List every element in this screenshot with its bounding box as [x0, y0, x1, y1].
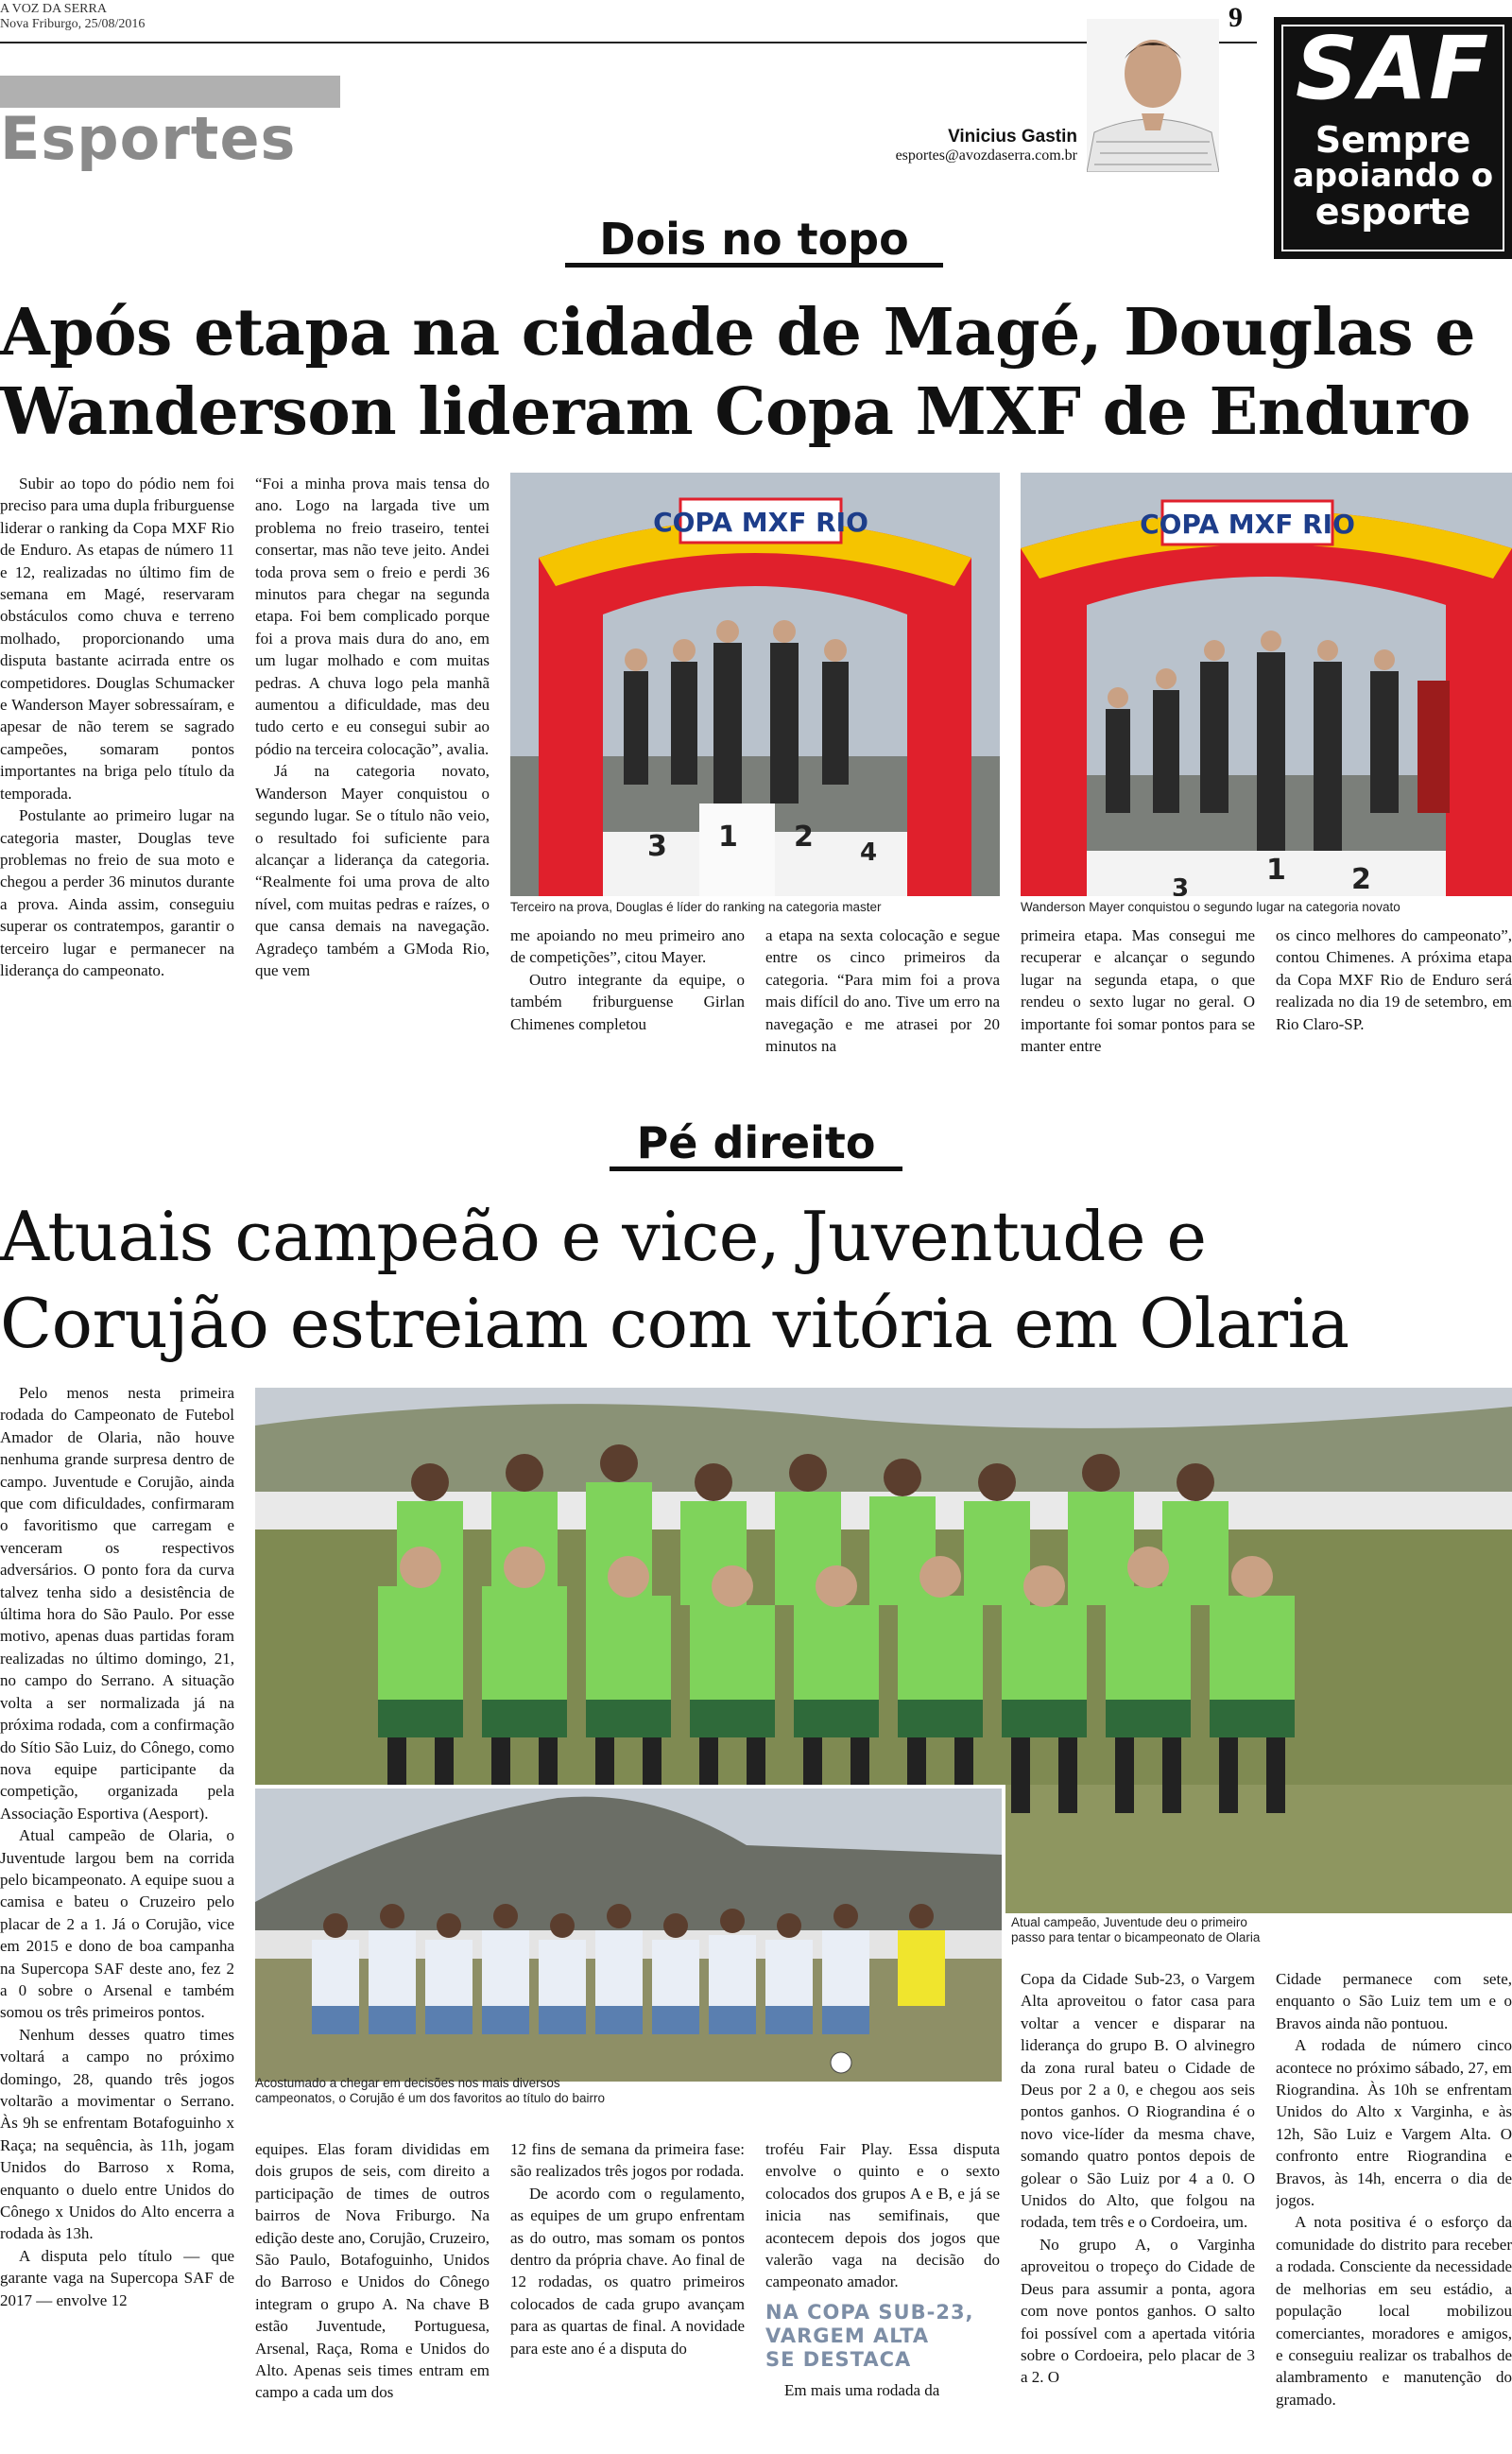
story2-headline-line2: Corujão estreiam com vitória em Olaria — [0, 1284, 1349, 1363]
dateline: Nova Friburgo, 25/08/2016 — [0, 17, 146, 31]
story1-col3 — [510, 925, 745, 1063]
story2-photo-juventude-caption — [1011, 1915, 1295, 1945]
saf-logo-text: SAF — [1295, 18, 1491, 119]
story2-col6-p2: A rodada de número cinco acontece no próximo sábado, 27, em Riograndina. Às 10h se enfrentam Unidos do Alto x Varginha, e às 12h, São Luiz e Vargem Alta. O confronto entre Riograndina e Bravos, às 14h, encerra o dia de jogos. — [1276, 2036, 1512, 2210]
story1-kicker: Dois no topo — [565, 216, 943, 268]
story2-photo-corujao-caption-l1: Acostumado a chegar em decisões nos mais diversos — [255, 2076, 560, 2090]
story2-col4-tail: Em mais uma rodada da — [784, 2380, 940, 2399]
story2-col3-p1: 12 fins de semana da primeira fase: são realizados três jogos por rodada. — [510, 2140, 745, 2181]
story1-headline-line2: Wanderson lideram Copa MXF de Enduro — [0, 374, 1470, 450]
story1-col3-p2: Outro integrante da equipe, o também friburguense Girlan Chimenes completou — [510, 970, 745, 1033]
story2-kicker: Pé direito — [610, 1119, 902, 1171]
saf-slogan-1: Sempre — [1314, 119, 1471, 161]
section-title: Esportes — [0, 104, 297, 173]
story1-col6 — [1276, 925, 1512, 1063]
story2-subhead — [765, 2301, 1000, 2372]
story1-col2 — [255, 473, 490, 1063]
story2-col3 — [510, 2138, 745, 2454]
story2-subhead-l2: VARGEM ALTA — [765, 2324, 930, 2347]
svg-text:4: 4 — [860, 838, 878, 867]
story2-col6-p3: A nota positiva é o esforço da comunidade do distrito para receber a rodada. Consciente da necessidade de melhorias em seu estádio, a população local mobilizou comerciantes, moradores e amigos, e conseguiu realizar os trabalhos de alambramento e manutenção do gramado. — [1276, 2213, 1512, 2409]
story1-photo-master-caption: Terceiro na prova, Douglas é líder do ranking na categoria master — [510, 900, 882, 914]
story1-col1-p2: Postulante ao primeiro lugar na categoria master, Douglas teve problemas no freio de sua moto e chegou a perder 36 minutos durante a prova. Ainda assim, conseguiu superar os contratempos, garantir o terceiro lugar e permanecer na liderança do campeonato. — [0, 806, 234, 979]
story2-col1-p4: A disputa pelo título — que garante vaga na Supercopa SAF de 2017 — envolve 12 — [0, 2246, 234, 2309]
story2-col1-p1: Pelo menos nesta primeira rodada do Campeonato de Futebol Amador de Olaria, não houve nenhuma grande surpresa dentro de campo. Juventude e Corujão, ainda que com dificuldades, confirmaram o favoritismo que carregam e venceram os respectivos adversários. O ponto fora da curva talvez tenha sido a desistência de última hora do São Paulo. Por esse motivo, apenas duas partidas foram realizadas no último domingo, 21, no campo do Serrano. A situação volta a ser normalizada já na próxima rodada, com a confirmação do Sítio São Luiz, do Cônego, como nova equipe participante da competição, organizada pela Associação Esportiva (Aesport). — [0, 1384, 234, 1823]
story2-col1-p3: Nenhum desses quatro times voltará a campo no próximo domingo, 28, quando três jogos voltarão a movimentar o Serrano. Às 9h se enfrentam Botafoguinho x Raça; na sequência, às 11h, jogam Unidos do Barroso x Roma, enquanto o duelo entre Unidos do Cônego x Unidos do Alto encerra a rodada às 13h. — [0, 2025, 234, 2243]
svg-text:2: 2 — [794, 821, 814, 854]
page-number: 9 — [1228, 2, 1243, 33]
paper-name: A VOZ DA SERRA — [0, 2, 107, 16]
story1-col1 — [0, 473, 234, 1063]
svg-text:1: 1 — [718, 821, 738, 854]
story1-col5-p1: primeira etapa. Mas consegui me recuperar e alcançar o segundo lugar na segunda etapa, o que rendeu o sexto lugar no geral. O importante foi somar pontos para se manter entre — [1021, 926, 1255, 1056]
saf-logo — [1274, 17, 1512, 259]
svg-text:2: 2 — [1351, 863, 1371, 896]
story1-col4 — [765, 925, 1000, 1063]
story2-col5 — [1021, 1968, 1255, 2454]
story1-col5 — [1021, 925, 1255, 1063]
story2-photo-corujao — [255, 1785, 1005, 2082]
story1-photo-master — [510, 473, 1000, 896]
story2-col6 — [1276, 1968, 1512, 2454]
story1-photo-novato-caption: Wanderson Mayer conquistou o segundo lugar na categoria novato — [1021, 900, 1400, 914]
saf-slogan-3: esporte — [1314, 191, 1471, 233]
story2-col6-p1: Cidade permanece com sete, enquanto o São Luiz tem um e o Bravos ainda não pontuou. — [1276, 1970, 1512, 2032]
story1-photo-novato — [1021, 473, 1512, 896]
story2-col4-p1: troféu Fair Play. Essa disputa envolve o quinto e o sexto colocados dos grupos A e B, e já se inicia nas semifinais, que acontecem depois dos jogos que valerão vaga na decisão do campeonato amador. — [765, 2140, 1000, 2291]
story1-col2-p2: Já na categoria novato, Wanderson Mayer conquistou o segundo lugar. Se o título não veio, o resultado foi suficiente para alcançar a liderança da categoria. “Realmente foi uma prova de alto nível, com muitas pedras e raízes, o que cansa demais na navegação. Agradeço também a GModa Rio, que vem — [255, 762, 490, 979]
story2-subhead-l1: NA COPA SUB-23, — [765, 2300, 974, 2324]
story2-photo-juventude-caption-l1: Atual campeão, Juventude deu o primeiro — [1011, 1915, 1247, 1929]
author-email[interactable]: esportes@avozdaserra.com.br — [895, 147, 1077, 164]
story2-col4 — [765, 2138, 1000, 2454]
header-rule — [0, 42, 1257, 43]
story1-col6-p1: os cinco melhores do campeonato”, contou Chimenes. A próxima etapa da Copa MXF Rio de Enduro será realizada no dia 19 de setembro, em Rio Claro-SP. — [1276, 926, 1512, 1033]
svg-text:3: 3 — [1172, 874, 1190, 896]
svg-text:3: 3 — [647, 830, 667, 863]
story2-col5-p1: Copa da Cidade Sub-23, o Vargem Alta aproveitou o fator casa para voltar a vencer e disparar na liderança do grupo B. O alvinegro da zona rural bateu o Cidade de Deus por 2 a 0, e chegou aos seis pontos ganhos. O Riograndina é o novo vice-líder da mesma chave, somando quatro pontos depois de golear o São Luiz por 4 a 0. O Unidos do Alto, que folgou na rodada, tem três e o Cordoeira, um. — [1021, 1970, 1255, 2232]
byline — [832, 127, 1077, 164]
story2-photo-juventude-caption-l2: passo para tentar o bicampeonato de Olaria — [1011, 1930, 1261, 1944]
story2-headline — [0, 1193, 1512, 1367]
story2-photo-corujao-caption-l2: campeonatos, o Corujão é um dos favoritos ao título do bairro — [255, 2091, 605, 2105]
story2-col5-p2: No grupo A, o Varginha aproveitou o tropeço do Cidade de Deus para assumir a ponta, agora com nove pontos ganhos. O salto foi possível com a apertada vitória sobre o Cordoeira, pelo placar de 3 a 2. O — [1021, 2235, 1255, 2387]
svg-text:1: 1 — [1266, 854, 1286, 887]
story2-col2-p1: equipes. Elas foram divididas em dois grupos de seis, com direito a participação de times de outros bairros de Nova Friburgo. Na edição deste ano, Corujão, Cruzeiro, São Paulo, Botafoguinho, Unidos do Barroso e Unidos do Cônego integram o grupo A. Na chave B estão Juventude, Portuguesa, Arsenal, Raça, Roma e Unidos do Alto. Apenas seis times entram em campo a cada um dos — [255, 2140, 490, 2402]
story2-col1-p2: Atual campeão de Olaria, o Juventude largou bem na corrida pelo bicampeonato. A equipe suou a camisa e bateu o Cruzeiro pelo placar de 2 a 1. Já o Corujão, vice em 2015 e dono de boa campanha na Supercopa SAF deste ano, fez 2 a 0 sobre o Arsenal e também somou os três primeiros pontos. — [0, 1826, 234, 2022]
saf-slogan-2: apoiando o — [1292, 157, 1494, 195]
story2-subhead-l3: SE DESTACA — [765, 2347, 912, 2371]
photo1-banner-text: COPA MXF RIO — [653, 507, 868, 538]
story2-photo-corujao-caption — [255, 2076, 1002, 2106]
story1-col4-p1: a etapa na sexta colocação e segue entre os cinco primeiros da categoria. “Para mim foi a prova mais difícil do ano. Tive um erro na navegação e me atrasei por 20 minutos na — [765, 926, 1000, 1056]
story1-headline-line1: Após etapa na cidade de Magé, Douglas e — [0, 295, 1476, 371]
author-name: Vinicius Gastin — [948, 127, 1077, 147]
story1-headline — [0, 293, 1512, 452]
story2-col2 — [255, 2138, 490, 2454]
section-bar — [0, 76, 340, 108]
photo2-banner-text: COPA MXF RIO — [1140, 509, 1355, 540]
story2-headline-line1: Atuais campeão e vice, Juventude e — [0, 1197, 1207, 1276]
author-photo — [1087, 19, 1219, 172]
story1-col2-p1: “Foi a minha prova mais tensa do ano. Logo na largada tive um problema no freio traseiro, tentei consertar, mas não teve jeito. Andei toda prova sem o freio e perdi 36 minutos para chegar na segunda etapa. Foi bem complicado porque foi a prova mais dura do ano, em um lugar molhado e com muitas pedras. A chuva logo pela manhã aumentou a dificuldade, mas deu tudo certo e eu consegui subir ao pódio na terceira colocação”, avalia. — [255, 475, 490, 758]
story2-col3-p2: De acordo com o regulamento, as equipes de um grupo enfrentam as do outro, mas somam os pontos dentro da própria chave. Ao final de 12 rodadas, os quatro primeiros colocados de cada grupo avançam para as quartas de final. A novidade para este ano é a disputa do — [510, 2184, 745, 2358]
story1-col3-p1: me apoiando no meu primeiro ano de competições”, citou Mayer. — [510, 926, 745, 967]
story2-col1 — [0, 1382, 234, 2454]
story1-col1-p1: Subir ao topo do pódio nem foi preciso para uma dupla friburguense liderar o ranking da Copa MXF Rio de Enduro. As etapas de número 11 e 12, realizadas no último fim de semana em Magé, reservaram obstáculos como chuva e terreno molhado, proporcionando uma disputa bastante acirrada entre os competidores. Douglas Schumacker e Wanderson Mayer sobressaíram, e apesar de não terem se sagrado campeões, somaram pontos importantes na briga pelo título da temporada. — [0, 475, 234, 803]
